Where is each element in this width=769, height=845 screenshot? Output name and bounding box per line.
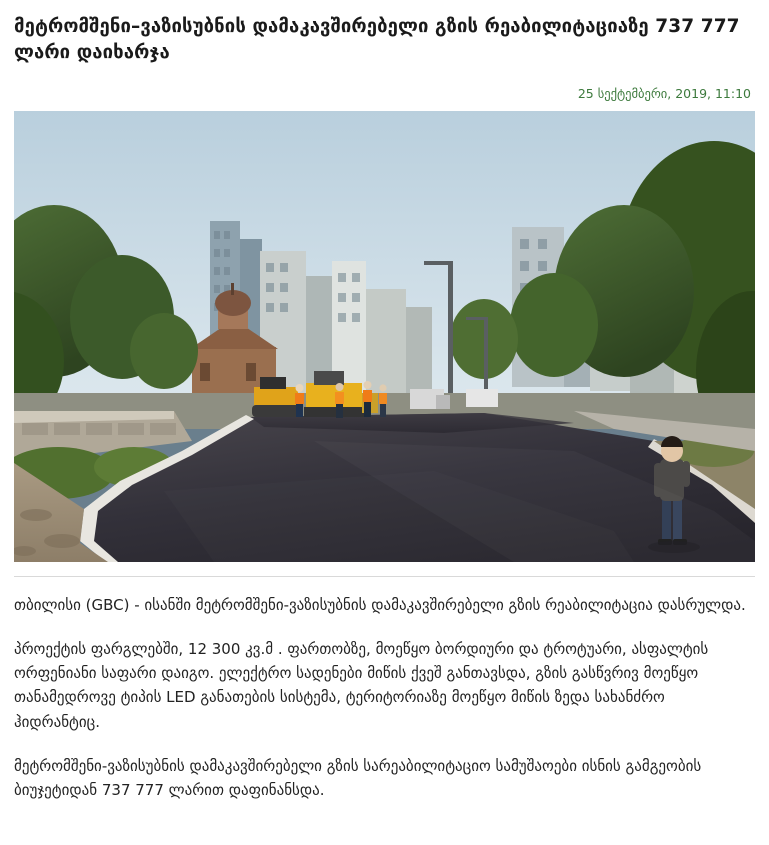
- article-hero-image: [14, 111, 755, 562]
- article-paragraph-1: თბილისი (GBC) - ისანში მეტრომშენი-ვაზისუბნის დამაკავშირებელი გზის რეაბილიტაცია დასრულდა.: [14, 595, 746, 614]
- content-divider: [14, 576, 755, 577]
- publish-date-row: [14, 83, 755, 102]
- article-body: [14, 593, 755, 803]
- page-title: მეტრომშენი–ვაზისუბნის დამაკავშირებელი გზის რეაბილიტაციაზე 737 777 ლარი დაიხარჯა: [14, 16, 740, 64]
- publish-date: 25 სექტემბერი, 2019, 11:10: [577, 85, 751, 101]
- article-paragraph-3: მეტრომშენი-ვაზისუბნის დამაკავშირებელი გზის სარეაბილიტაციო სამუშაოები ისნის გამგეობის ბიუჯეტიდან 737 777 ლარით დაფინანსდა.: [14, 757, 702, 800]
- article-paragraph-2: პროექტის ფარგლებში, 12 300 კვ.მ . ფართობზე, მოეწყო ბორდიური და ტროტუარი, ასფალტის ორფენიანი საფარი დაიგო. ელექტრო სადენები მიწის ქვეშ განთავსდა, გზის გასწვრივ მოეწყო თანამედროვე ტიპის LED განათების სისტემა, ტერიტორიაზე მოეწყო მიწის ზედა სახანძრო ჰიდრანტიც.: [14, 639, 709, 731]
- road-construction-photo: [14, 111, 755, 562]
